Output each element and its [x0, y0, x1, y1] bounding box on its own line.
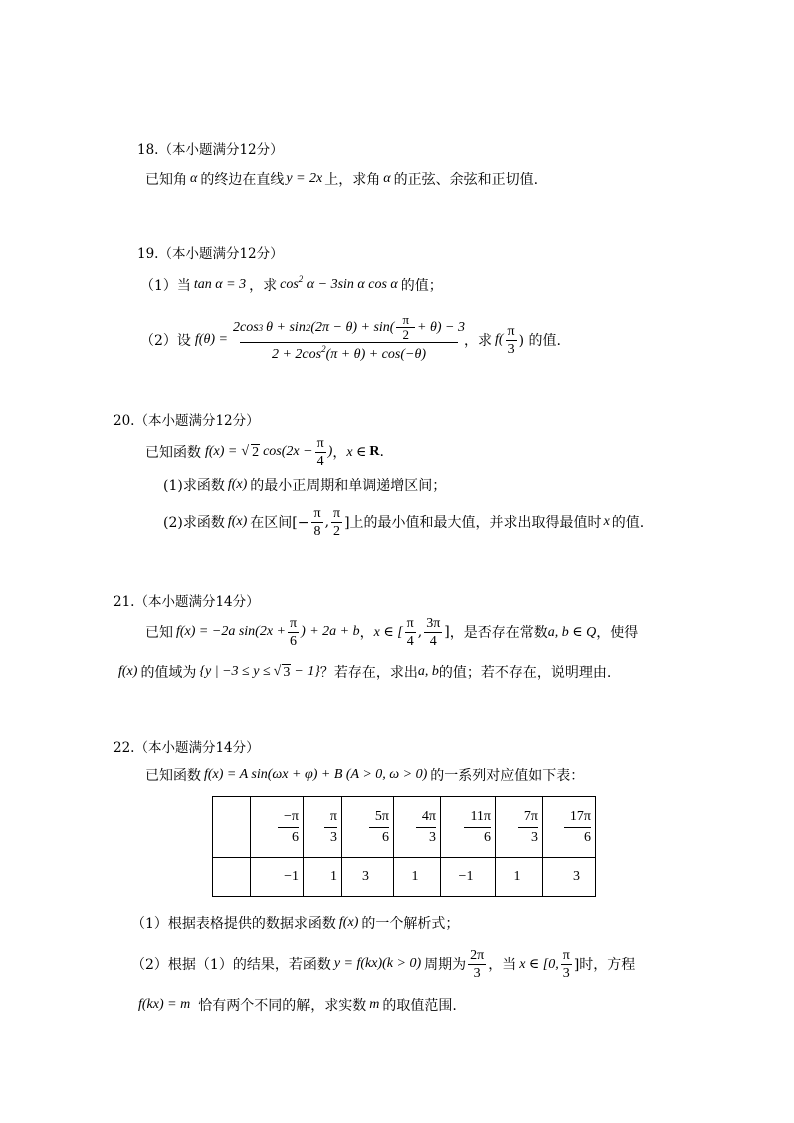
q21-pi-over-4	[405, 615, 416, 650]
q21-four-b: 4	[429, 633, 437, 649]
q19-part2	[140, 314, 561, 366]
q21-pi-a: π	[289, 615, 298, 631]
q20-s1-b: 的最小正周期和单调递增区间；	[250, 478, 447, 494]
q20-pi-over-8	[311, 505, 322, 540]
q21-l2-f: f(x)	[118, 664, 138, 679]
q20-s2-f: f(x)	[227, 514, 248, 529]
q22-s2-b: 周期为	[424, 957, 467, 973]
q21-l2-a: 的值域为	[140, 665, 197, 681]
q21-l2-c: 的值；若不存在，说明理由.	[438, 665, 612, 681]
table-cell	[496, 858, 543, 897]
q20-s2-two: 2	[333, 523, 341, 539]
q22-s2-c: ，当	[488, 957, 517, 973]
q20-intro: 已知函数 f(x) = √ 2 cos(2x − $\frac{\pi}{4}$ ) ， x ∈ R .	[145, 435, 384, 469]
q20-period: .	[379, 444, 384, 460]
q21-l1-f: f(x) = −2a sin(2x +	[176, 624, 286, 639]
q19-p2-denominator	[266, 343, 432, 367]
q22-s2-x: x ∈ [0,	[519, 956, 559, 972]
q22-sub1	[131, 911, 459, 935]
q19-part1	[140, 274, 443, 296]
q22-sub3	[138, 993, 457, 1017]
q21-l2-ab: a, b	[417, 664, 439, 679]
q20-s1-f: f(x)	[227, 477, 248, 492]
q21-three-pi: 3π	[426, 615, 441, 631]
q21-l2-set-a: {y | −3 ≤ y ≤	[199, 664, 271, 679]
q19-p2-pi: π	[507, 323, 515, 339]
q18-text-4: 的正弦、余弦和正切值.	[393, 172, 539, 188]
q19-p2-prefix: （2）设	[140, 333, 191, 349]
table-num: π	[324, 807, 337, 828]
table-cell	[543, 797, 596, 858]
q20-sub2	[163, 502, 644, 542]
q20-s2-c: ,	[324, 514, 330, 530]
q21-pi-b: π	[406, 615, 414, 631]
table-den: 6	[382, 829, 389, 845]
q19-p2-f: f(	[494, 332, 504, 347]
q21-l1-i: ，使得	[596, 625, 639, 641]
table-y-value: −1	[458, 869, 474, 884]
q20-sqrt-two: 2	[252, 444, 260, 460]
q19-p1-suffix: 的值；	[400, 278, 443, 294]
table-cell	[251, 858, 304, 897]
value-table	[212, 796, 596, 897]
table-den: 3	[330, 829, 337, 845]
q19-p2-numerator: 2cos 3 θ + sin 2 (2π − θ) + sin( $\frac{\pi}{2}$ + θ) − 3	[232, 312, 465, 342]
table-head-x-label: x	[239, 819, 246, 834]
q21-pi-over-6	[288, 615, 299, 650]
table-den: 6	[584, 829, 591, 845]
table-den: 3	[429, 829, 436, 845]
table-head-y	[213, 858, 251, 897]
table-y-value: 1	[330, 869, 337, 884]
table-cell	[394, 797, 441, 858]
q20-s2-b: 在区间[−	[250, 515, 310, 531]
q20-pi-over-2	[331, 505, 342, 540]
table-head-y-label: y	[239, 869, 246, 884]
q19-den-sup2: 2	[321, 344, 326, 354]
table-den: 3	[531, 829, 538, 845]
q19-p2-fraction	[232, 312, 465, 367]
q18-text-3: 上，求角	[324, 172, 381, 188]
q19-num-pi: π	[396, 313, 415, 328]
q19-p2-func: f(θ) =	[194, 332, 228, 347]
q21-header: 21.（本小题满分14分）	[113, 594, 260, 610]
q21-l1-e: ,	[417, 624, 423, 640]
q19-header: 19.（本小题满分12分）	[137, 246, 284, 262]
table-head-x	[213, 797, 251, 858]
table-cell	[394, 858, 441, 897]
q19-p1-condition: tan α = 3	[193, 277, 247, 292]
q19-num-d: + θ) − 3	[417, 319, 465, 335]
q20-s2-x: x	[603, 514, 610, 529]
q19-p1-prefix: （1）当	[140, 278, 191, 294]
q19-p1-expression	[280, 274, 398, 293]
q19-num-c: (2π − θ) + sin(	[310, 319, 395, 335]
table-cell	[251, 797, 304, 858]
q21-l1-d: x ∈ [	[373, 624, 403, 640]
table-num: π	[291, 808, 299, 824]
q21-four-a: 4	[406, 633, 414, 649]
q20-s2-e: 的值.	[611, 515, 645, 531]
q18-alpha-2: α	[383, 171, 391, 186]
q18-statement	[145, 168, 538, 190]
q21-l1-g: ]	[444, 624, 450, 640]
table-den: 6	[484, 829, 491, 845]
q22-s2-y: y = f(kx)(k > 0)	[333, 956, 422, 971]
q19-num-pi-over-2	[396, 313, 415, 342]
q20-s2-pi-a: π	[313, 505, 321, 521]
q21-six: 6	[290, 633, 298, 649]
q21-l2-set-c: − 1}	[294, 664, 320, 679]
q20-domain: x ∈	[346, 444, 367, 460]
q20-comma: ，	[332, 445, 347, 461]
q22-two-pi: 2π	[470, 947, 485, 963]
q22-intro	[145, 763, 584, 787]
q22-sub2	[131, 944, 635, 984]
q20-header: 20.（本小题满分12分）	[113, 413, 260, 429]
q22-s1-b: 的一个解析式；	[361, 916, 460, 932]
table-y-value: 3	[573, 869, 580, 884]
q19-den-a: 2 + 2cos	[271, 347, 322, 362]
q22-s1-f: f(x)	[338, 915, 359, 930]
q20-reals: R	[369, 444, 380, 459]
q18-text-2: 的终边在直线	[200, 172, 285, 188]
q21-3pi-over-4	[424, 615, 442, 650]
q20-s2-eight: 8	[313, 523, 321, 539]
table-num: 5π	[369, 807, 389, 828]
table-num: 17π	[564, 807, 591, 828]
q22-intro-f: f(x) = A sin(ωx + φ) + B (A > 0, ω > 0)	[204, 767, 428, 782]
table-cell	[496, 797, 543, 858]
q21-l1-h: ，是否存在常数	[449, 625, 548, 641]
q21-l2-b: ？若存在，求出	[319, 665, 418, 681]
q20-intro-text: 已知函数	[145, 445, 201, 461]
table-y-value: 3	[362, 869, 369, 884]
q19-num-a: 2cos	[232, 319, 259, 335]
table-cell	[342, 797, 394, 858]
q22-three-b: 3	[562, 965, 570, 981]
q20-pi: π	[316, 435, 324, 451]
q18-header: 18.（本小题满分12分）	[137, 142, 284, 158]
q21-line2: f(x) 的值域为 {y | −3 ≤ y ≤ √ 3 − 1} ？若存在，求出 a, b 的值；若不存在，说明理由.	[118, 664, 612, 681]
q20-four: 4	[316, 453, 324, 469]
q21-l1-ab: a, b ∈ Q	[547, 624, 597, 640]
q20-s2-a: (2)求函数	[163, 515, 225, 531]
q19-p2-three: 3	[507, 341, 515, 357]
q20-pi-over-4	[315, 435, 326, 470]
q18-text-1: 已知角	[145, 172, 187, 188]
table-num: 7π	[518, 807, 538, 828]
q19-num-b: θ + sin	[266, 319, 306, 335]
q20-s2-pi-b: π	[333, 505, 341, 521]
q22-2pi-over-3	[468, 947, 486, 982]
table-cell	[304, 858, 342, 897]
table-cell	[441, 858, 496, 897]
q19-p2-suffix: ) 的值.	[518, 333, 561, 349]
q20-func-c: cos(2x −	[263, 444, 313, 459]
table-num: 4π	[416, 807, 436, 828]
q21-l1-c: ，	[359, 625, 374, 641]
q22-s2-a: （2）根据（1）的结果，若函数	[131, 957, 331, 973]
q21-sqrt-three: 3	[283, 664, 291, 680]
q22-s3-a: 恰有两个不同的解，求实数	[198, 998, 367, 1014]
q19-p2-pi-over-3	[506, 323, 517, 358]
q20-sub1	[163, 474, 446, 496]
q19-p1-sup: 2	[298, 274, 304, 284]
q19-p1-expr-a: cos	[280, 277, 299, 292]
q18-alpha: α	[190, 171, 198, 186]
q19-p1-mid: ，求	[249, 278, 278, 294]
q22-s1-a: （1）根据表格提供的数据求函数	[131, 916, 336, 932]
q20-func-a: f(x) =	[205, 444, 238, 459]
q18-line-equation: y = 2x	[286, 171, 323, 186]
table-den: 6	[292, 829, 299, 845]
q19-p1-expr-b: α − 3sin α cos α	[306, 277, 398, 292]
q21-l1-b: ) + 2a + b	[301, 624, 360, 639]
table-y-value: 1	[411, 869, 419, 884]
table-y-value: 1	[513, 869, 521, 884]
table-cell	[441, 797, 496, 858]
q20-s1-a: (1)求函数	[163, 478, 225, 494]
q20-s2-d: ]上的最小值和最大值，并求出取得最值时	[344, 515, 602, 531]
table-cell	[342, 858, 394, 897]
q22-s3-eq: f(kx) = m	[138, 997, 191, 1012]
table-cell	[304, 797, 342, 858]
table-y-value: −1	[284, 869, 299, 884]
q22-pi: π	[562, 947, 570, 963]
q22-intro-b: 的一系列对应值如下表：	[430, 768, 585, 784]
table-num: 11π	[464, 807, 491, 828]
q22-header: 22.（本小题满分14分）	[113, 740, 260, 756]
q22-s3-b: 的取值范围.	[382, 998, 457, 1014]
table-row-x	[213, 797, 596, 858]
table-minus-sign: −	[284, 808, 292, 824]
q22-s2-d: ]时，方程	[573, 957, 636, 973]
table-row-y	[213, 858, 596, 897]
q22-intro-a: 已知函数	[145, 768, 201, 784]
q19-p2-mid: ，求	[463, 333, 492, 349]
q21-l1-a: 已知	[145, 625, 173, 641]
q22-three-a: 3	[473, 965, 481, 981]
q19-den-b: (π + θ) + cos(−θ)	[325, 347, 426, 362]
q22-pi-over-3	[561, 947, 572, 982]
q21-line1	[145, 612, 638, 652]
q19-num-two: 2	[402, 327, 409, 342]
q22-s3-m: m	[369, 997, 380, 1012]
table-cell	[543, 858, 596, 897]
q20-func-d: )	[327, 444, 333, 459]
